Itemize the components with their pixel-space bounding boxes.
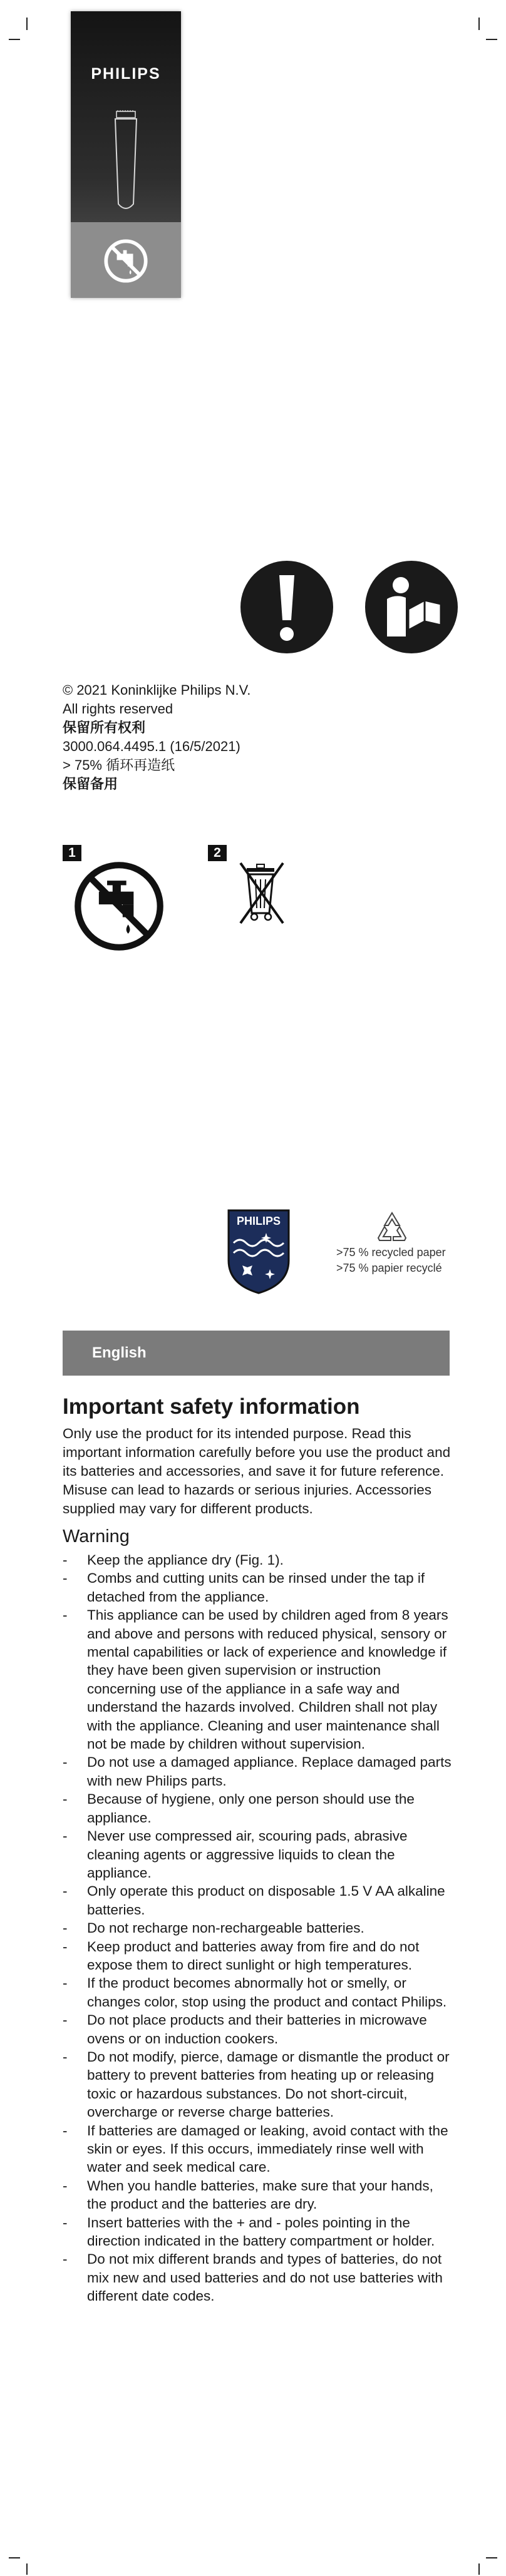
list-dash: - — [63, 2214, 68, 2231]
cover-grey-band — [71, 222, 181, 298]
safety-title: Important safety information — [63, 1394, 360, 1419]
list-dash: - — [63, 1920, 68, 1936]
document-number: 3000.064.4495.1 (16/5/2021) — [63, 739, 240, 754]
warning-item — [63, 2048, 452, 2122]
warning-item — [63, 1827, 452, 1882]
warning-item — [63, 2011, 452, 2048]
list-dash: - — [63, 1754, 68, 1771]
warning-item — [63, 1551, 452, 1569]
list-dash: - — [63, 1975, 68, 1991]
recycled-paper-fr: >75 % papier recyclé — [336, 1262, 442, 1274]
no-tap-water-icon — [73, 861, 165, 952]
warning-text: Do not mix different brands and types of batteries, do not mix new and used batteries and do not use batteries with different date codes. — [87, 2251, 443, 2304]
warning-item — [63, 1606, 452, 1753]
warning-text: This appliance can be used by children aged from 8 years and above and persons with reduced physical, sensory or mental capabilities or lack of experience and knowledge if they have been given supervision or instruction concerning use of the appliance in a safe way and understand the hazards involved. Children shall not play with the appliance. Cleaning and user maintenance shall not be made by children without supervision. — [87, 1607, 448, 1752]
crop-mark-bottom-left-h — [9, 2557, 20, 2558]
philips-shield-icon — [225, 1208, 292, 1296]
warning-text: Only operate this product on disposable 1.5 V AA alkaline batteries. — [87, 1883, 445, 1918]
warning-list — [63, 1551, 452, 2306]
warning-item — [63, 1790, 452, 1827]
warning-item — [63, 2177, 452, 2214]
list-dash: - — [63, 2122, 68, 2139]
warning-text: Keep product and batteries away from fire and do not expose them to direct sunlight or high temperatures. — [87, 1938, 420, 1973]
warning-item — [63, 2250, 452, 2305]
list-dash: - — [63, 1791, 68, 1807]
list-dash: - — [63, 1938, 68, 1955]
list-dash: - — [63, 1607, 68, 1623]
read-manual-icon — [364, 560, 458, 654]
safety-content — [63, 1393, 452, 2306]
warning-item — [63, 2214, 452, 2251]
warning-item — [63, 1882, 452, 1919]
rights-reserved-zh: 保留所有权利 — [63, 720, 146, 735]
trimmer-device-icon — [110, 110, 142, 217]
list-dash: - — [63, 1883, 68, 1899]
warning-item — [63, 1938, 452, 1975]
list-dash: - — [63, 2048, 68, 2065]
warning-text: If batteries are damaged or leaking, avoid contact with the skin or eyes. If this occurs, immediately rinse well with water and seek medical care. — [87, 2122, 448, 2175]
warning-item — [63, 2122, 452, 2177]
shield-brand-text: PHILIPS — [236, 1215, 281, 1227]
warning-text: Do not place products and their batteries in microwave ovens or on induction cookers. — [87, 2012, 427, 2047]
list-dash: - — [63, 2177, 68, 2194]
list-dash: - — [63, 1828, 68, 1844]
crop-mark-bottom-right-h — [486, 2557, 497, 2558]
copyright-block — [63, 681, 326, 794]
recycled-paper-en: >75 % recycled paper — [336, 1246, 446, 1259]
language-section-bar — [63, 1331, 450, 1376]
language-label: English — [92, 1344, 147, 1361]
cover-brand-logo: PHILIPS — [91, 65, 161, 83]
recycled-paper-note — [336, 1245, 480, 1276]
keep-for-reference-zh: 保留备用 — [63, 776, 118, 792]
crop-mark-bottom-left-v — [26, 2563, 28, 2575]
warning-heading: Warning — [63, 1526, 130, 1546]
warning-item — [63, 1753, 452, 1790]
crop-mark-top-left-v — [26, 18, 28, 30]
warning-text: Never use compressed air, scouring pads, abrasive cleaning agents or aggressive liquids to clean the appliance. — [87, 1828, 408, 1881]
warning-text: Do not recharge non-rechargeable batteries. — [87, 1920, 364, 1936]
figure-2-badge: 2 — [208, 845, 227, 861]
recycle-icon — [373, 1210, 411, 1243]
warning-text: Combs and cutting units can be rinsed under the tap if detached from the appliance. — [87, 1570, 425, 1605]
list-dash: - — [63, 2251, 68, 2267]
list-dash: - — [63, 1552, 68, 1568]
warning-text: Do not modify, pierce, damage or dismantle the product or battery to prevent batteries from heating up or releasing toxic or hazardous substances. Do not short-circuit, overcharge or reverse charge batteries. — [87, 2048, 450, 2120]
exclamation-icon — [240, 560, 334, 654]
warning-text: When you handle batteries, make sure that your hands, the product and the batteries are dry. — [87, 2177, 433, 2212]
crop-mark-bottom-right-v — [478, 2563, 480, 2575]
crop-mark-top-left-h — [9, 39, 20, 40]
crossed-out-bin-icon — [229, 861, 294, 931]
no-tap-water-icon — [103, 238, 148, 284]
figure-1-badge: 1 — [63, 845, 81, 861]
recycled-paper-zh: > 75% 循环再造纸 — [63, 757, 175, 773]
warning-item — [63, 1569, 452, 1606]
crop-mark-top-right-h — [486, 39, 497, 40]
warning-text: Because of hygiene, only one person should use the appliance. — [87, 1791, 415, 1826]
cover-panel — [71, 11, 181, 298]
warning-text: If the product becomes abnormally hot or smelly, or changes color, stop using the product and contact Philips. — [87, 1975, 447, 2010]
warning-text: Keep the appliance dry (Fig. 1). — [87, 1552, 284, 1568]
warning-text: Insert batteries with the + and - poles pointing in the direction indicated in the battery compartment or holder. — [87, 2214, 435, 2249]
safety-intro: Only use the product for its intended purpose. Read this important information carefully before you use the product and its batteries and accessories, and save it for future reference. Misuse can lead to hazards or serious injuries. Accessories supplied may vary for different products. — [63, 1426, 451, 1516]
warning-item — [63, 1974, 452, 2011]
warning-item — [63, 1919, 452, 1937]
copyright-notice: © 2021 Koninklijke Philips N.V. — [63, 682, 251, 698]
rights-reserved: All rights reserved — [63, 701, 173, 717]
crop-mark-top-right-v — [478, 18, 480, 30]
list-dash: - — [63, 2012, 68, 2028]
warning-text: Do not use a damaged appliance. Replace damaged parts with new Philips parts. — [87, 1754, 452, 1789]
list-dash: - — [63, 1570, 68, 1587]
